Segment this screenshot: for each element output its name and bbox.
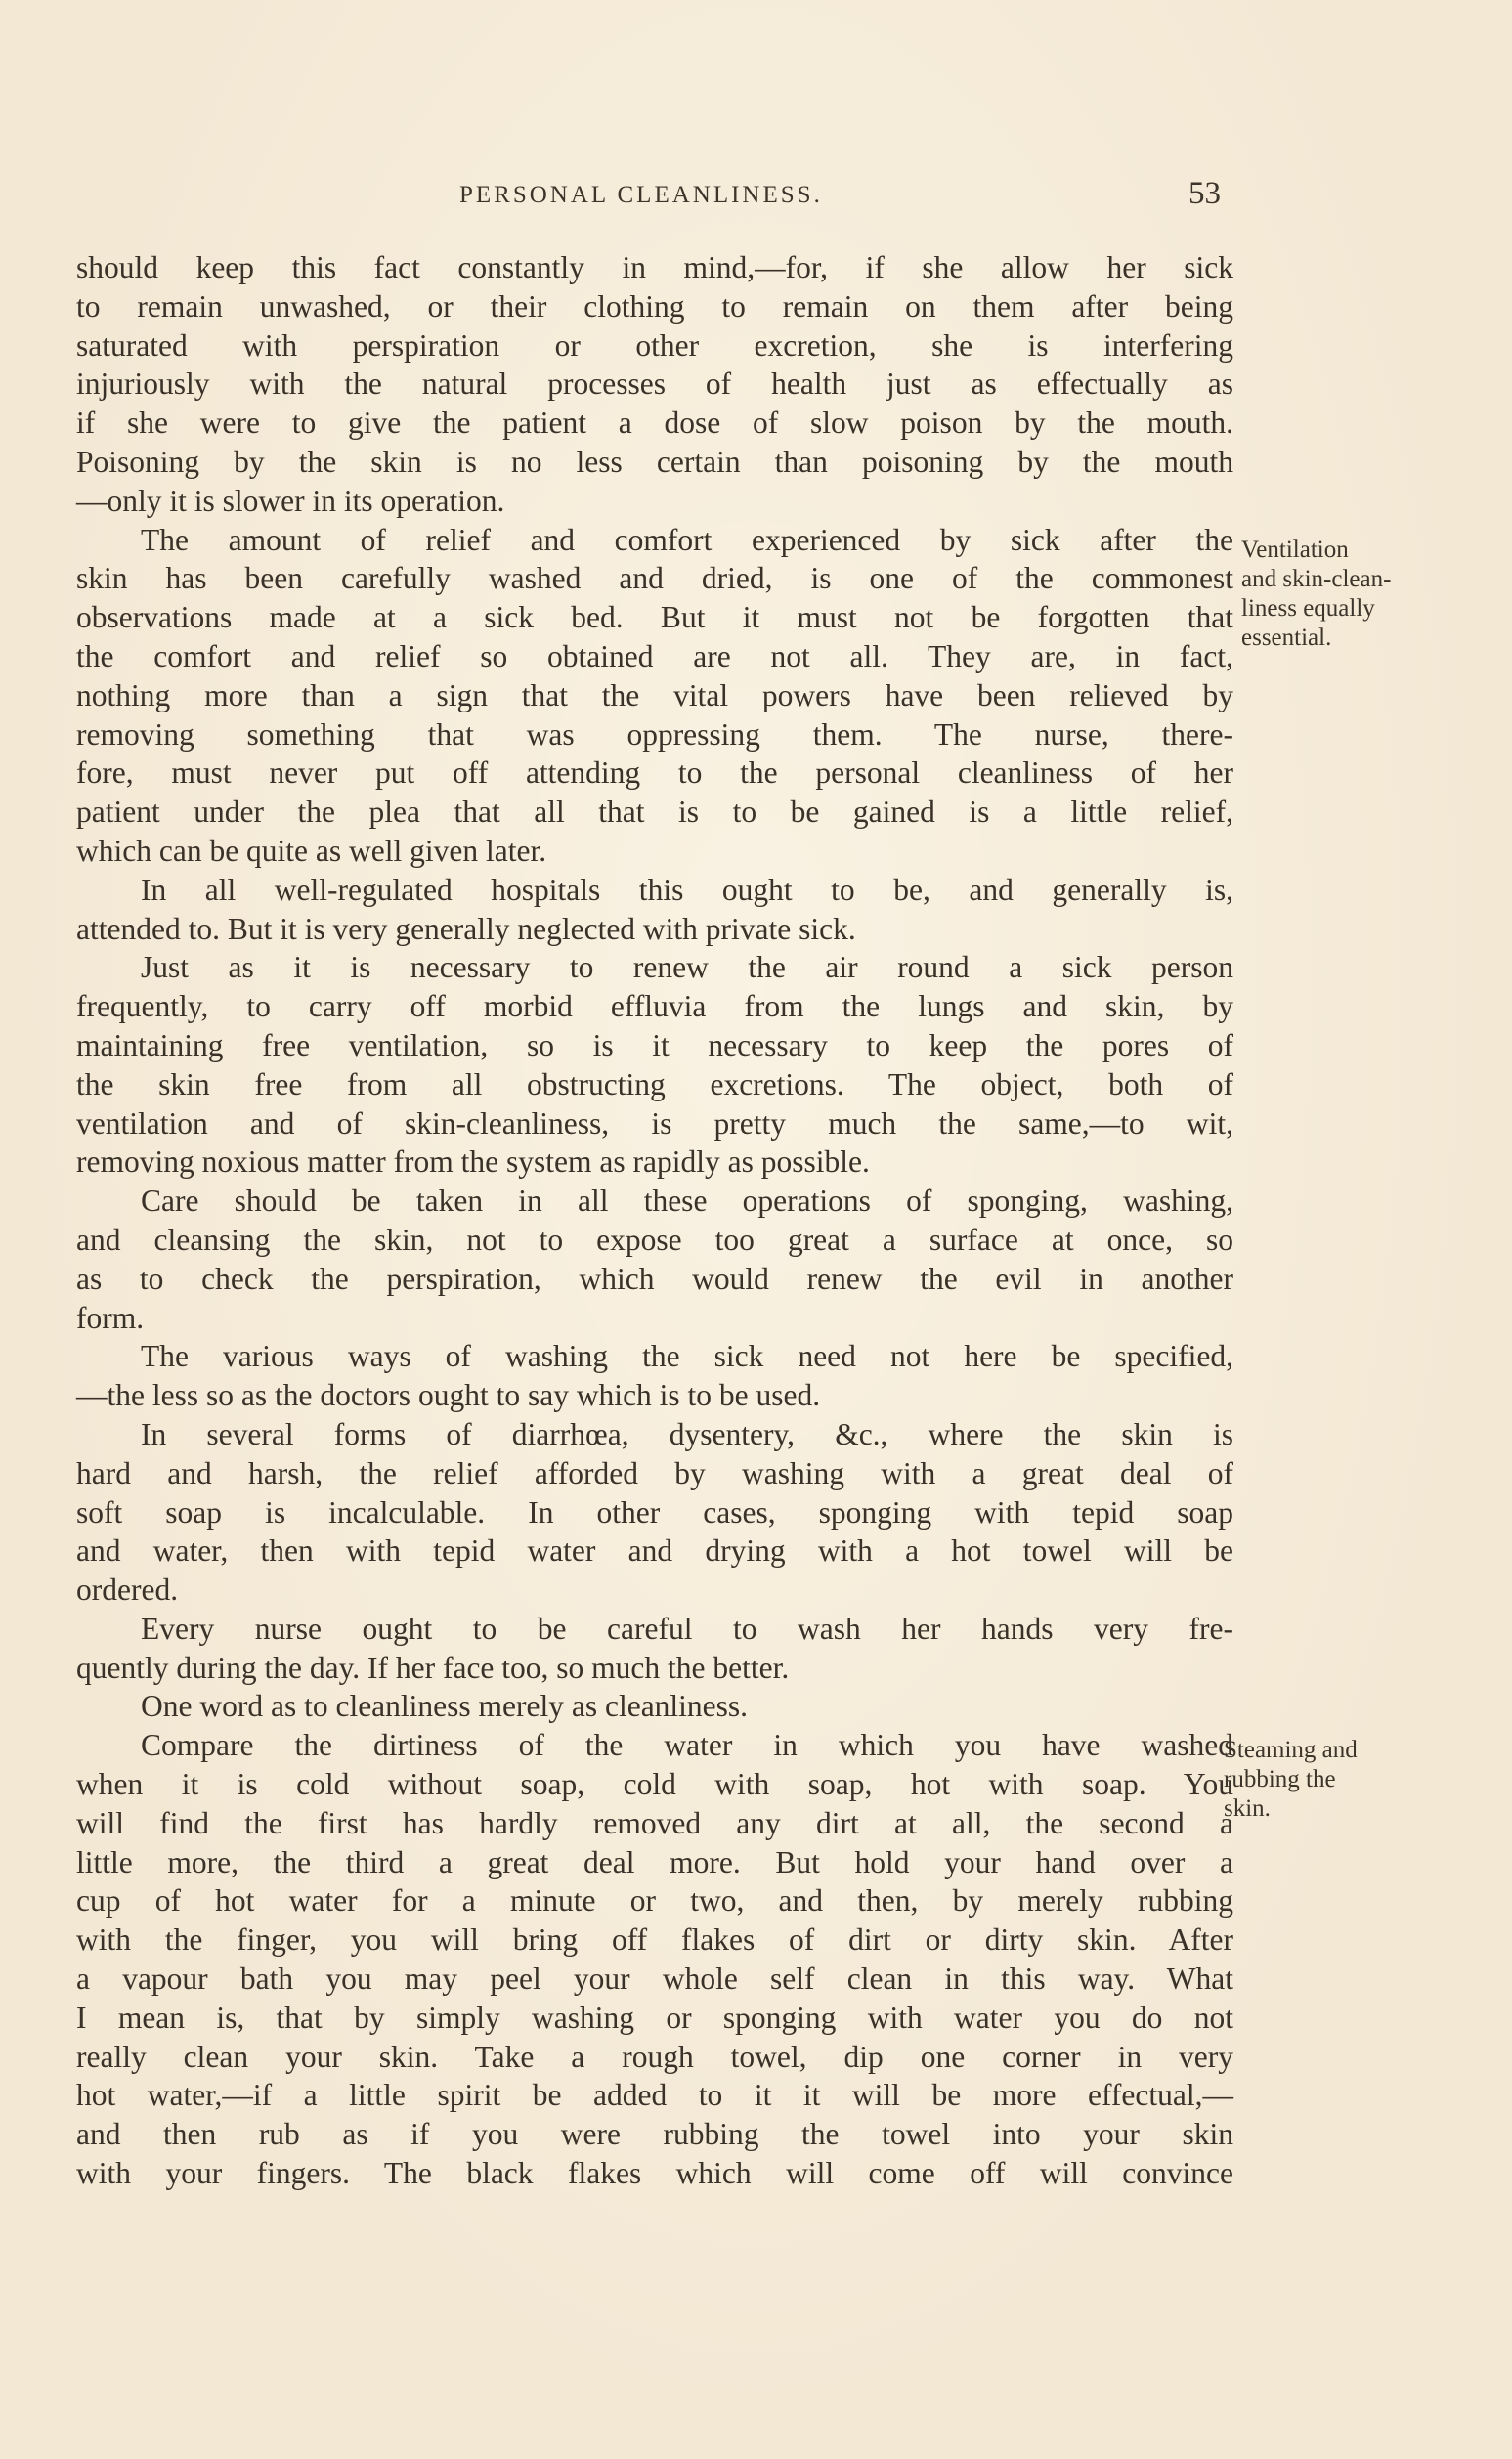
sidenote-line: Steaming and — [1224, 1737, 1358, 1763]
text-line: patient under the plea that all that is to be gained is a little relief, — [76, 795, 1233, 830]
text-line: In several forms of diarrhœa, dysentery, &c., where the skin is — [141, 1416, 1233, 1451]
text-line: should keep this fact constantly in mind,—for, if she allow her sick — [76, 250, 1233, 284]
text-line: and water, then with tepid water and drying with a hot towel will be — [76, 1533, 1233, 1569]
text-line: if she were to give the patient a dose of slow poison by the mouth. — [76, 406, 1233, 441]
text-line: to remain unwashed, or their clothing to remain on them after being — [76, 288, 1233, 324]
text-line: One word as to cleanliness merely as cleanliness. — [141, 1689, 749, 1724]
text-line: ventilation and of skin-cleanliness, is pretty much the same,—to wit, — [76, 1105, 1233, 1141]
text-line: The amount of relief and comfort experienced by sick after the — [141, 522, 1233, 557]
text-line: removing noxious matter from the system as rapidly as possible. — [76, 1144, 870, 1180]
text-line: The various ways of washing the sick need not here be specified, — [141, 1339, 1233, 1374]
text-line: In all well-regulated hospitals this ought to be, and generally is, — [141, 872, 1233, 907]
text-line: soft soap is incalculable. In other cases, sponging with tepid soap — [76, 1494, 1233, 1530]
text-line: injuriously with the natural processes of health just as effectually as — [76, 367, 1233, 402]
text-line: when it is cold without soap, cold with soap, hot with soap. You — [76, 1767, 1233, 1802]
running-head — [0, 176, 1512, 221]
text-line: Every nurse ought to be careful to wash her hands very fre- — [141, 1611, 1233, 1646]
text-line: the skin free from all obstructing excretions. The object, both of — [76, 1066, 1233, 1101]
text-line: Just as it is necessary to renew the air round a sick person — [141, 950, 1233, 985]
sidenote-line: essential. — [1241, 625, 1332, 651]
text-line: fore, must never put off attending to the personal cleanliness of her — [76, 755, 1233, 791]
text-line: really clean your skin. Take a rough towel, dip one corner in very — [76, 2039, 1233, 2074]
sidenote-line: rubbing the — [1224, 1766, 1336, 1792]
text-line: —only it is slower in its operation. — [76, 483, 505, 518]
text-line: cup of hot water for a minute or two, and then, by merely rubbing — [76, 1883, 1233, 1919]
text-line: skin has been carefully washed and dried, is one of the commonest — [76, 561, 1233, 596]
text-line: Care should be taken in all these operations of sponging, washing, — [141, 1184, 1233, 1219]
text-line: I mean is, that by simply washing or sponging with water you do not — [76, 2000, 1233, 2035]
body-text — [76, 248, 1233, 2193]
text-line: which can be quite as well given later. — [76, 833, 547, 868]
text-line: with your fingers. The black flakes which will come off will convince — [76, 2156, 1233, 2191]
sidenote-line: liness equally — [1241, 595, 1375, 622]
text-line: —the less so as the doctors ought to say which is to be used. — [76, 1378, 821, 1413]
sidenote-line: Ventilation — [1241, 537, 1349, 563]
text-line: and cleansing the skin, not to expose too great a surface at once, so — [76, 1222, 1233, 1257]
running-title: PERSONAL CLEANLINESS. — [459, 182, 823, 208]
text-line: quently during the day. If her face too, so much the better. — [76, 1650, 790, 1685]
text-line: Compare the dirtiness of the water in which you have washed — [141, 1728, 1233, 1763]
text-line: hard and harsh, the relief afforded by washing with a great deal of — [76, 1455, 1233, 1490]
text-line: saturated with perspiration or other excretion, she is interfering — [76, 327, 1233, 363]
text-line: attended to. But it is very generally neglected with private sick. — [76, 911, 856, 946]
text-line: Poisoning by the skin is no less certain than poisoning by the mouth — [76, 444, 1233, 479]
sidenote-steaming — [1224, 1736, 1358, 1824]
text-line: maintaining free ventilation, so is it necessary to keep the pores of — [76, 1027, 1233, 1062]
text-line: and then rub as if you were rubbing the towel into your skin — [76, 2117, 1233, 2152]
text-line: frequently, to carry off morbid effluvia from the lungs and skin, by — [76, 989, 1233, 1024]
text-line: as to check the perspiration, which would renew the evil in another — [76, 1261, 1233, 1296]
text-line: will find the first has hardly removed any dirt at all, the second a — [76, 1805, 1233, 1840]
text-line: nothing more than a sign that the vital powers have been relieved by — [76, 677, 1233, 712]
sidenote-line: skin. — [1224, 1795, 1271, 1822]
sidenote-line: and skin-clean- — [1241, 566, 1392, 592]
sidenote-ventilation — [1241, 536, 1391, 653]
text-line: little more, the third a great deal more. But hold your hand over a — [76, 1844, 1233, 1879]
text-line: removing something that was oppressing them. The nurse, there- — [76, 716, 1233, 752]
text-line: observations made at a sick bed. But it must not be forgotten that — [76, 600, 1233, 635]
page-number: 53 — [1188, 176, 1221, 211]
text-line: ordered. — [76, 1573, 179, 1608]
text-line: hot water,—if a little spirit be added to it it will be more effectual,— — [76, 2078, 1233, 2113]
text-line: form. — [76, 1300, 145, 1335]
text-line: with the finger, you will bring off flakes of dirt or dirty skin. After — [76, 1922, 1233, 1958]
text-line: a vapour bath you may peel your whole self clean in this way. What — [76, 1962, 1233, 1997]
text-line: the comfort and relief so obtained are not all. They are, in fact, — [76, 638, 1233, 673]
